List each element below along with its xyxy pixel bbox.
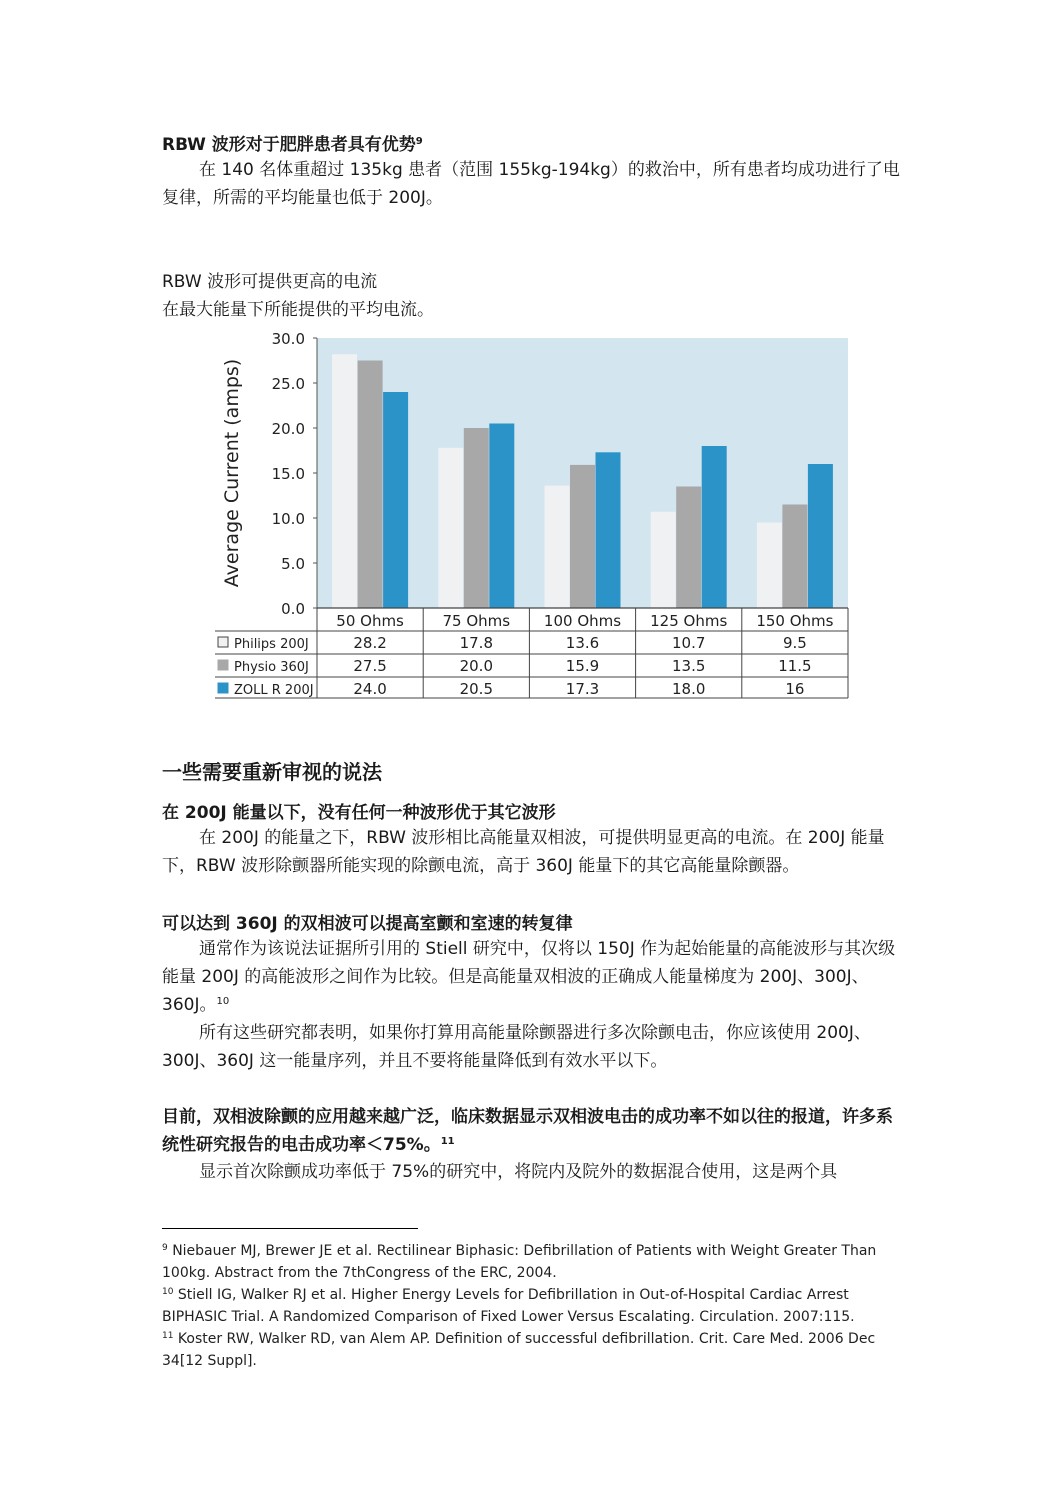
category-label: 125 Ohms — [650, 612, 728, 630]
chart-caption-title: RBW 波形可提供更高的电流 — [162, 272, 378, 292]
data-label: 17.3 — [565, 680, 600, 698]
data-label: 13.6 — [565, 634, 600, 652]
data-label: 15.9 — [565, 657, 600, 675]
bar-zoll-r-200j-100-ohms — [596, 452, 621, 608]
data-label: 20.0 — [459, 657, 494, 675]
bar-physio-360j-75-ohms — [464, 428, 489, 608]
bar-zoll-r-200j-50-ohms — [383, 392, 408, 608]
y-axis-label: Average Current (amps) — [221, 358, 243, 588]
data-label: 11.5 — [778, 657, 812, 675]
data-label: 18.0 — [671, 680, 706, 698]
data-label: 9.5 — [782, 634, 807, 652]
y-tick-label: 10.0 — [271, 510, 305, 528]
data-label: 16 — [785, 680, 805, 698]
paragraph-text: 通常作为该说法证据所引用的 Stiell 研究中，仅将以 150J 作为起始能量的高能波形与其次级能量 200J 的高能波形之间作为比较。但是高能量双相波的正确成人能量梯度为 200J、300J、360J。 — [162, 939, 896, 1015]
category-label: 100 Ohms — [543, 612, 622, 630]
data-label: 27.5 — [353, 657, 387, 675]
section-heading-200j: 在 200J 能量以下，没有任何一种波形优于其它波形 — [162, 803, 556, 823]
bar-zoll-r-200j-125-ohms — [702, 446, 727, 608]
y-tick-label: 15.0 — [271, 465, 305, 483]
legend-entry: Physio 360J — [234, 660, 309, 675]
category-label: 150 Ohms — [756, 612, 834, 630]
bar-philips-200j-100-ohms — [545, 486, 570, 608]
bar-philips-200j-75-ohms — [438, 448, 463, 608]
category-label: 50 Ohms — [336, 612, 404, 630]
data-label: 24.0 — [353, 680, 387, 698]
category-label: 75 Ohms — [442, 612, 511, 630]
footnote-ref: 10 — [216, 996, 230, 1007]
footnote-number: 9 — [162, 1243, 168, 1253]
legend-swatch — [218, 637, 228, 647]
y-tick-label: 0.0 — [281, 600, 305, 618]
heading-text: 目前，双相波除颤的应用越来越广泛，临床数据显示双相波电击的成功率不如以往的报道，许多系统性研究报告的电击成功率＜75%。 — [162, 1107, 893, 1155]
data-label: 28.2 — [353, 634, 387, 652]
footnote-ref: 9 — [415, 136, 423, 147]
legend-swatch — [218, 660, 228, 670]
data-label: 20.5 — [459, 680, 494, 698]
heading-text: RBW 波形对于肥胖患者具有优势 — [162, 135, 416, 155]
footnote-text: Koster RW, Walker RD, van Alem AP. Definition of successful defibrillation. Crit. Care Med. 2006 Dec 34[12 Suppl]. — [162, 1331, 876, 1369]
footnote-text: Stiell IG, Walker RJ et al. Higher Energy Levels for Defibrillation in Out-of-Hospital Cardiac Arrest BIPHASIC Trial. A Randomized Comparison of Fixed Lower Versus Escalating. Circulation. 2007:115. — [162, 1287, 855, 1325]
average-current-chart — [210, 325, 860, 710]
bar-physio-360j-100-ohms — [570, 465, 595, 608]
bar-zoll-r-200j-150-ohms — [808, 464, 833, 608]
section-heading-obese-patients — [162, 130, 902, 155]
y-axis — [272, 330, 317, 618]
bar-physio-360j-50-ohms — [358, 361, 383, 609]
data-table — [215, 608, 848, 698]
y-tick-label: 5.0 — [281, 555, 305, 573]
footnote-11 — [162, 1328, 882, 1372]
footnote-divider — [162, 1228, 418, 1229]
bar-zoll-r-200j-75-ohms — [489, 424, 514, 609]
footnote-ref: 11 — [440, 1136, 455, 1147]
bar-physio-360j-125-ohms — [676, 487, 701, 609]
footnote-text: Niebauer MJ, Brewer JE et al. Rectilinear Biphasic: Defibrillation of Patients with Weight Greater Than 100kg. Abstract from the 7thCongress of the ERC, 2004. — [162, 1243, 877, 1281]
paragraph-200j: 在 200J 的能量之下，RBW 波形相比高能量双相波，可提供明显更高的电流。在 200J 能量下，RBW 波形除颤器所能实现的除颤电流，高于 360J 能量下的其它高能量除颤器。 — [162, 828, 885, 876]
footnote-number: 11 — [162, 1331, 174, 1341]
bar-philips-200j-125-ohms — [651, 512, 676, 608]
chart-caption-subtitle: 在最大能量下所能提供的平均电流。 — [162, 300, 434, 320]
y-tick-label: 30.0 — [271, 330, 305, 348]
section-heading-revisit: 一些需要重新审视的说法 — [162, 760, 382, 784]
section-heading-success-rate — [162, 1103, 902, 1159]
y-tick-label: 25.0 — [271, 375, 305, 393]
legend-entry: Philips 200J — [234, 637, 309, 652]
y-tick-label: 20.0 — [271, 420, 305, 438]
footnote-10 — [162, 1284, 882, 1328]
data-label: 13.5 — [671, 657, 706, 675]
bar-physio-360j-150-ohms — [782, 505, 807, 609]
legend-entry: ZOLL R 200J — [234, 683, 314, 698]
paragraph-energy-sequence: 所有这些研究都表明，如果你打算用高能量除颤器进行多次除颤电击，你应该使用 200J、300J、360J 这一能量序列，并且不要将能量降低到有效水平以下。 — [162, 1023, 871, 1071]
paragraph-stiell — [162, 935, 902, 1019]
data-label: 17.8 — [459, 634, 494, 652]
footnote-9 — [162, 1240, 882, 1284]
bar-philips-200j-50-ohms — [332, 354, 357, 608]
bar-philips-200j-150-ohms — [757, 523, 782, 609]
section-heading-360j: 可以达到 360J 的双相波可以提高室颤和室速的转复律 — [162, 914, 573, 934]
paragraph-obese-patients: 在 140 名体重超过 135kg 患者（范围 155kg-194kg）的救治中，所有患者均成功进行了电复律，所需的平均能量也低于 200J。 — [162, 160, 900, 208]
data-label: 10.7 — [671, 634, 706, 652]
footnote-number: 10 — [162, 1287, 174, 1297]
paragraph-success-rate: 显示首次除颤成功率低于 75%的研究中，将院内及院外的数据混合使用，这是两个具 — [199, 1162, 838, 1182]
legend-swatch — [218, 683, 228, 693]
